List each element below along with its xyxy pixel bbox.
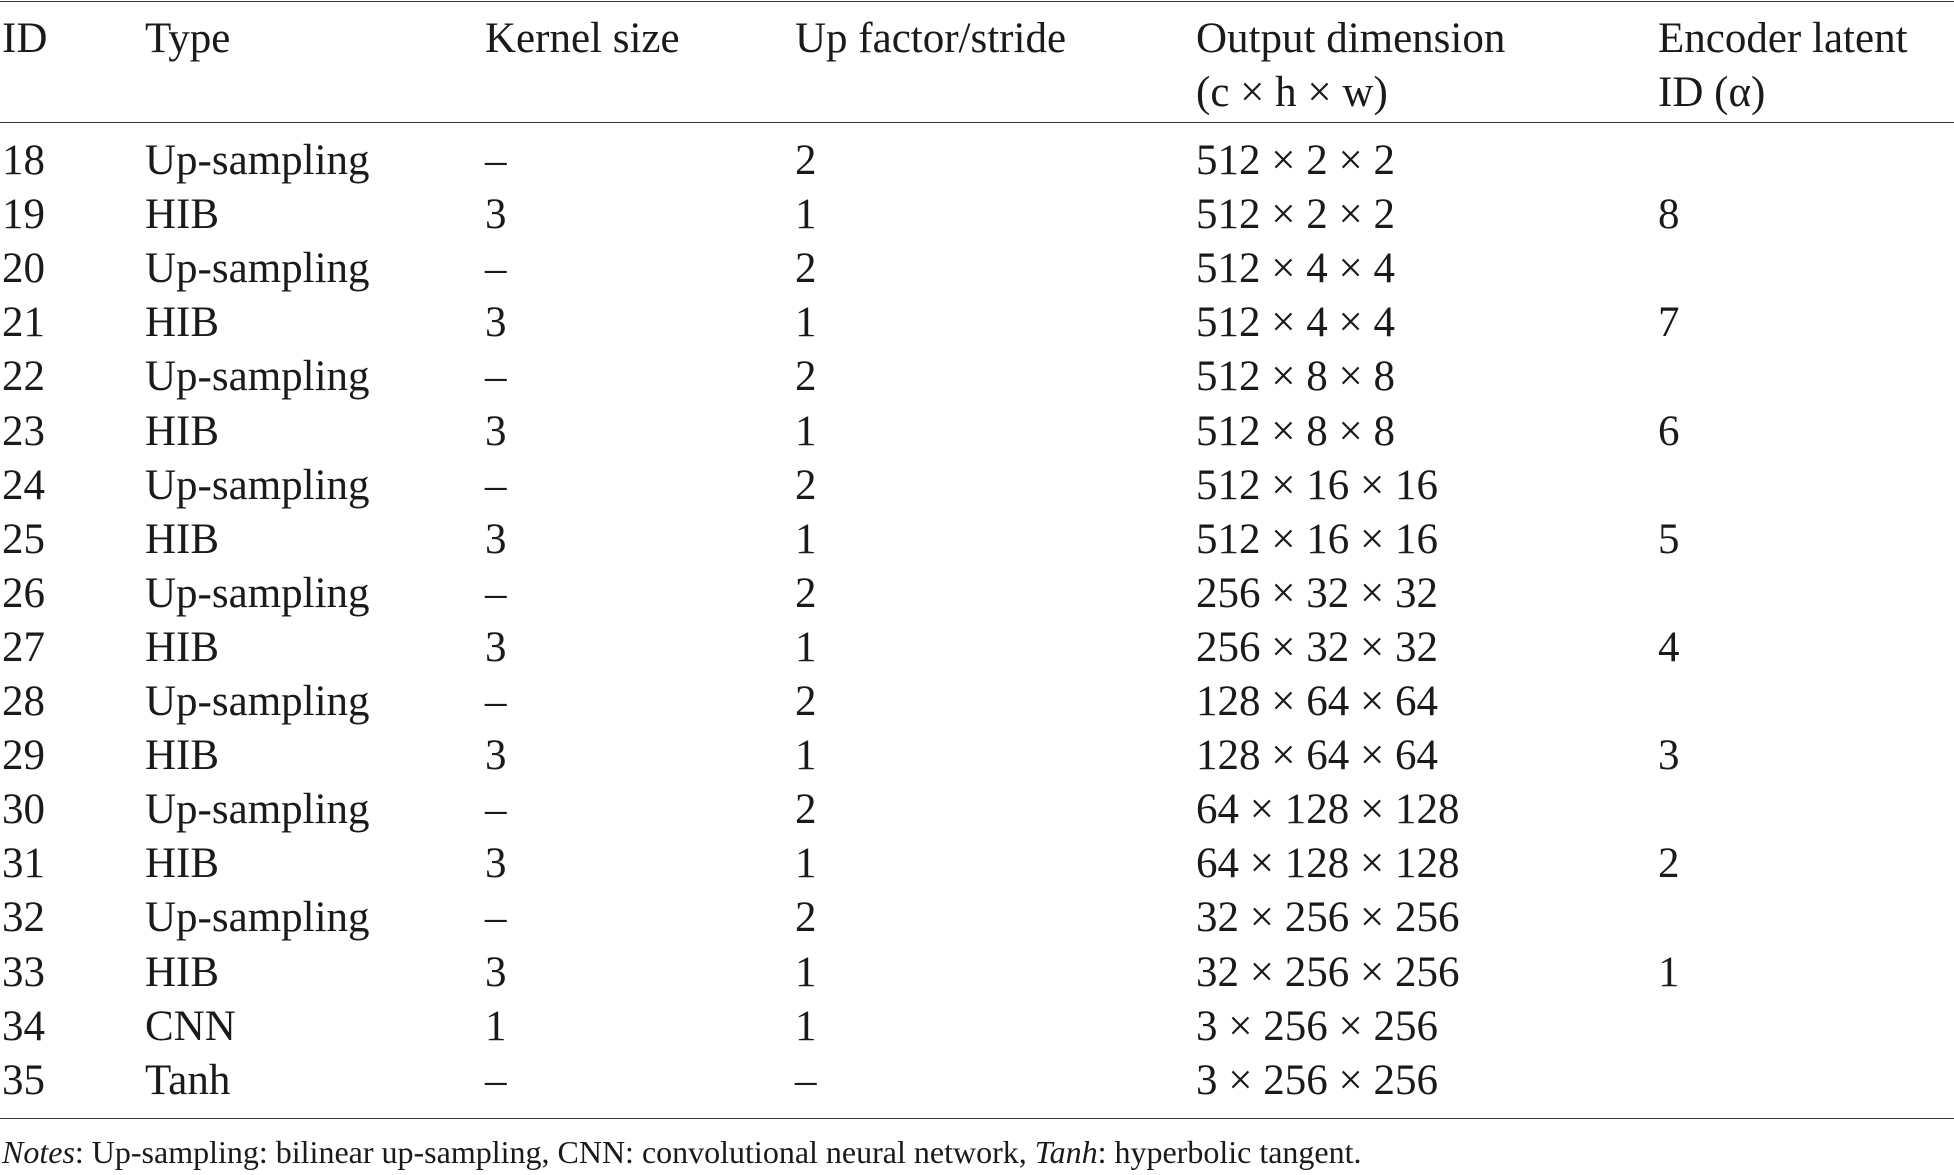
header-output-dimension: Output dimension (c × h × w) [1196, 15, 1506, 116]
table-row [0, 296, 1954, 350]
row-up-factor: 2 [795, 137, 817, 184]
table-row [0, 242, 1954, 296]
table-row [0, 621, 1954, 675]
row-type: HIB [145, 623, 220, 671]
row-output-dimension: 3 × 256 × 256 [1196, 1056, 1439, 1104]
row-up-factor: 2 [795, 569, 817, 617]
row-type: Up-sampling [145, 786, 370, 834]
header-id: ID [2, 15, 48, 62]
row-id: 35 [2, 1056, 45, 1104]
row-type: CNN [145, 1002, 236, 1050]
row-up-factor: – [795, 1056, 817, 1104]
row-type: HIB [145, 191, 220, 239]
row-up-factor: 2 [795, 678, 817, 725]
row-id: 31 [2, 840, 45, 888]
row-output-dimension: 512 × 8 × 8 [1196, 353, 1396, 401]
row-kernel-size: 3 [485, 515, 507, 563]
row-kernel-size: – [485, 894, 507, 942]
row-type: Up-sampling [145, 245, 370, 293]
row-kernel-size: – [485, 786, 507, 834]
row-id: 25 [2, 515, 45, 563]
row-kernel-size: – [485, 245, 507, 293]
row-output-dimension: 512 × 2 × 2 [1196, 191, 1396, 239]
row-encoder-latent-id: 7 [1658, 299, 1680, 347]
row-type: Up-sampling [145, 894, 370, 942]
row-encoder-latent-id: 6 [1658, 407, 1680, 455]
row-type: Tanh [145, 1056, 231, 1104]
row-type: HIB [145, 299, 220, 347]
row-output-dimension: 32 × 256 × 256 [1196, 894, 1460, 942]
row-output-dimension: 512 × 16 × 16 [1196, 515, 1439, 563]
row-kernel-size: 1 [485, 1002, 507, 1050]
row-id: 30 [2, 786, 45, 834]
row-id: 29 [2, 732, 45, 780]
notes-text-1: : Up-sampling: bilinear up-sampling, CNN: convolutional neural network, [74, 1134, 1035, 1170]
row-output-dimension: 512 × 4 × 4 [1196, 245, 1396, 293]
header-kernel-size: Kernel size [485, 15, 680, 62]
notes-tanh: Tanh [1034, 1134, 1098, 1170]
row-type: Up-sampling [145, 678, 370, 725]
row-type: Up-sampling [145, 353, 370, 401]
row-id: 20 [2, 245, 45, 293]
row-output-dimension: 256 × 32 × 32 [1196, 569, 1439, 617]
row-output-dimension: 64 × 128 × 128 [1196, 786, 1460, 834]
header-type: Type [145, 15, 231, 62]
row-encoder-latent-id: 8 [1658, 191, 1680, 239]
row-id: 24 [2, 461, 45, 509]
table-notes [2, 1132, 1362, 1172]
row-encoder-latent-id: 4 [1658, 623, 1680, 671]
row-up-factor: 2 [795, 353, 817, 401]
row-kernel-size: 3 [485, 623, 507, 671]
row-up-factor: 1 [795, 948, 817, 996]
row-output-dimension: 512 × 4 × 4 [1196, 299, 1396, 347]
row-id: 21 [2, 299, 45, 347]
row-output-dimension: 512 × 16 × 16 [1196, 461, 1439, 509]
table-row [0, 134, 1954, 188]
row-kernel-size: – [485, 137, 507, 184]
row-id: 32 [2, 894, 45, 942]
row-type: HIB [145, 948, 220, 996]
row-id: 23 [2, 407, 45, 455]
row-id: 26 [2, 569, 45, 617]
row-id: 28 [2, 678, 45, 725]
row-kernel-size: – [485, 1056, 507, 1104]
row-output-dimension: 256 × 32 × 32 [1196, 623, 1439, 671]
row-type: HIB [145, 407, 220, 455]
notes-label: Notes [2, 1134, 75, 1170]
row-id: 19 [2, 191, 45, 239]
table-row [0, 783, 1954, 837]
row-output-dimension: 128 × 64 × 64 [1196, 678, 1439, 725]
row-output-dimension: 3 × 256 × 256 [1196, 1002, 1439, 1050]
row-output-dimension: 512 × 2 × 2 [1196, 137, 1396, 184]
row-kernel-size: – [485, 461, 507, 509]
row-up-factor: 1 [795, 299, 817, 347]
row-type: HIB [145, 515, 220, 563]
row-output-dimension: 128 × 64 × 64 [1196, 732, 1439, 780]
row-kernel-size: – [485, 353, 507, 401]
table-row [0, 459, 1954, 513]
notes-text-2: : hyperbolic tangent. [1097, 1134, 1362, 1170]
row-id: 18 [2, 137, 45, 184]
row-encoder-latent-id: 5 [1658, 515, 1680, 563]
row-up-factor: 2 [795, 786, 817, 834]
row-output-dimension: 32 × 256 × 256 [1196, 948, 1460, 996]
row-kernel-size: – [485, 678, 507, 725]
table-row [0, 837, 1954, 891]
row-up-factor: 1 [795, 191, 817, 239]
row-output-dimension: 64 × 128 × 128 [1196, 840, 1460, 888]
row-up-factor: 2 [795, 245, 817, 293]
table-row [0, 675, 1954, 729]
table-row [0, 1054, 1954, 1108]
table-row [0, 405, 1954, 459]
row-encoder-latent-id: 2 [1658, 840, 1680, 888]
row-kernel-size: 3 [485, 299, 507, 347]
table-row [0, 513, 1954, 567]
table-row [0, 350, 1954, 404]
table-row [0, 891, 1954, 945]
row-kernel-size: 3 [485, 191, 507, 239]
row-type: Up-sampling [145, 461, 370, 509]
header-encoder-latent-id: Encoder latent ID (α) [1658, 15, 1908, 116]
table-row [0, 729, 1954, 783]
row-id: 34 [2, 1002, 45, 1050]
row-id: 27 [2, 623, 45, 671]
table-bottom-rule [0, 1118, 1954, 1119]
header-up-factor-stride: Up factor/stride [795, 15, 1067, 62]
table-row [0, 1000, 1954, 1054]
row-type: HIB [145, 840, 220, 888]
row-up-factor: 1 [795, 515, 817, 563]
row-kernel-size: – [485, 569, 507, 617]
row-encoder-latent-id: 1 [1658, 948, 1680, 996]
table-header-rule [0, 122, 1954, 123]
table-row [0, 188, 1954, 242]
row-kernel-size: 3 [485, 407, 507, 455]
row-up-factor: 1 [795, 407, 817, 455]
row-type: Up-sampling [145, 569, 370, 617]
row-type: HIB [145, 732, 220, 780]
table-row [0, 946, 1954, 1000]
table-top-rule [0, 1, 1954, 2]
row-up-factor: 1 [795, 840, 817, 888]
row-kernel-size: 3 [485, 948, 507, 996]
row-up-factor: 1 [795, 1002, 817, 1050]
row-up-factor: 1 [795, 732, 817, 780]
row-kernel-size: 3 [485, 732, 507, 780]
row-type: Up-sampling [145, 137, 370, 184]
row-up-factor: 2 [795, 894, 817, 942]
row-up-factor: 1 [795, 623, 817, 671]
table-row [0, 567, 1954, 621]
row-kernel-size: 3 [485, 840, 507, 888]
row-up-factor: 2 [795, 461, 817, 509]
row-output-dimension: 512 × 8 × 8 [1196, 407, 1396, 455]
row-id: 33 [2, 948, 45, 996]
row-encoder-latent-id: 3 [1658, 732, 1680, 780]
row-id: 22 [2, 353, 45, 401]
